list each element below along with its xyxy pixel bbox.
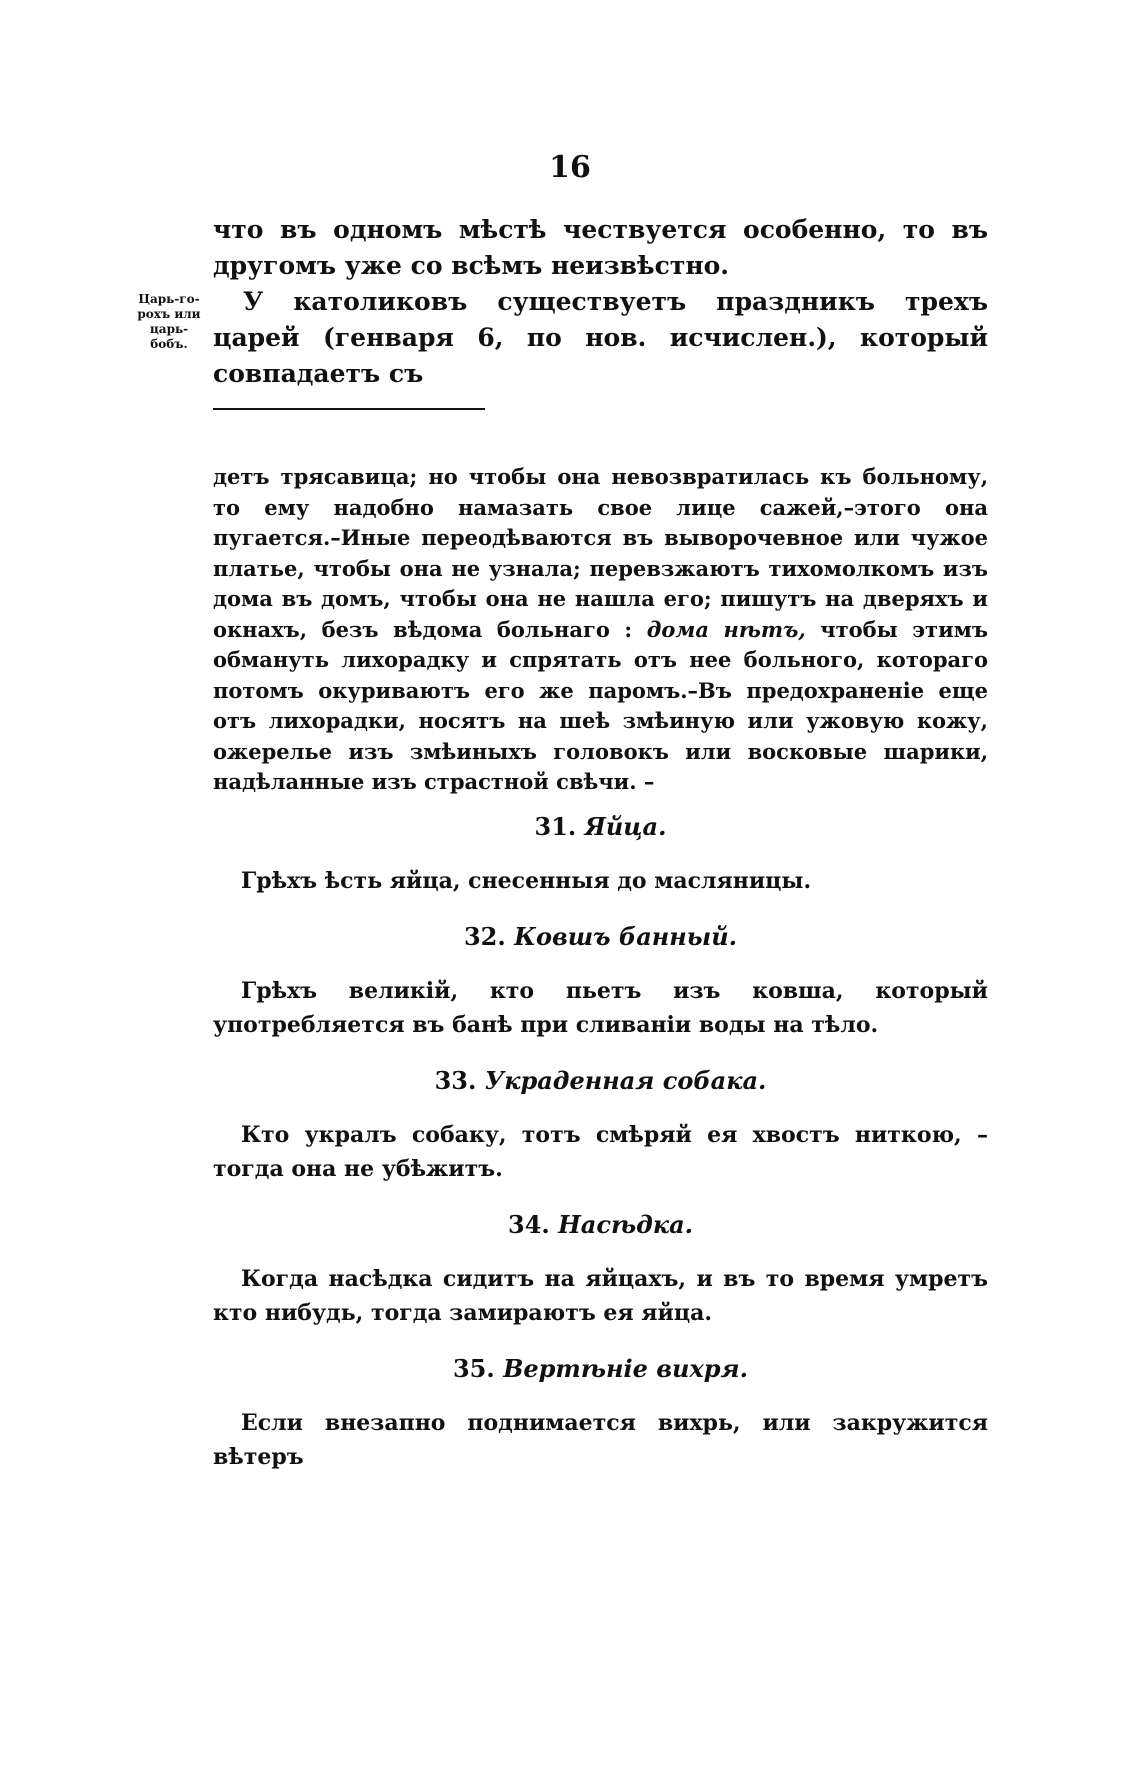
section-title [213,1208,988,1242]
section-name: Ковшъ банный. [514,922,738,951]
margin-note-line: бобъ. [150,337,188,351]
section-title [213,920,988,954]
section-34 [213,1208,988,1330]
section-text: Если внезапно поднимается вихрь, или закружится вѣтеръ [213,1410,988,1470]
margin-note-line: рохъ или [137,307,201,321]
section-name: Яйца. [584,812,667,841]
section-title [213,1064,988,1098]
sections [213,810,988,1474]
section-number: 35. [452,1354,495,1383]
footnote-text-part1: детъ трясавица; но чтобы она невозвратилась къ больному, то ему надобно намазать свое лице сажей,–этого она пугается.–Иные переодѣваются въ выворочевное или чужое платье, чтобы она не узнала; перевзжаютъ тихомолкомъ изъ дома въ домъ, чтобы она не нашла его; пишутъ на дверяхъ и окнахъ, безъ вѣдома больнаго : [213,464,988,642]
page-number: 16 [549,150,591,185]
margin-note-line: Царь-го- [138,292,200,306]
section-31 [213,810,988,898]
section-name: Насѣдка. [558,1210,693,1239]
paragraph-continued: что въ одномъ мѣстѣ чествуется особенно, то въ другомъ уже со всѣмъ неизвѣстно. [213,215,988,280]
section-number: 33. [434,1066,477,1095]
footnote-italic: дома нѣтъ, [646,616,806,642]
footnote-text-part2: чтобы этимъ обмануть лихорадку и спрятать отъ нее больного, котораго потомъ окуриваютъ его же паромъ.–Въ предохраненіе еще отъ лихорадки, носятъ на шеѣ змѣиную или ужовую кожу, ожерелье изъ змѣиныхъ головокъ или восковые шарики, надѣланные изъ страстной свѣчи. – [213,616,988,794]
section-number: 34. [508,1210,550,1239]
footnote [213,462,988,798]
section-text: Грѣхъ ѣсть яйца, снесенныя до масляницы. [241,868,812,894]
section-number: 32. [463,922,506,951]
section-title [213,810,988,844]
section-number: 31. [534,812,577,841]
footnote-text [213,462,988,798]
footnote-divider [213,408,485,410]
section-name: Украденная собака. [484,1066,767,1095]
section-text: Грѣхъ великій, кто пьетъ изъ ковша, который употребляется въ банѣ при сливаніи воды на тѣло. [213,978,988,1038]
section-33 [213,1064,988,1186]
main-text [213,212,988,392]
section-32 [213,920,988,1042]
section-name: Вертѣніе вихря. [503,1354,749,1383]
margin-note-line: царь- [149,322,189,336]
paragraph-three-kings: У католиковъ существуетъ праздникъ трехъ царей (генваря 6, по нов. исчислен.), который совпадаетъ съ [213,287,988,388]
section-text: Кто укралъ собаку, тотъ смѣряй ея хвостъ ниткою, – тогда она не убѣжитъ. [213,1122,988,1182]
section-title [213,1352,988,1386]
margin-note [132,292,206,352]
section-35 [213,1352,988,1474]
section-text: Когда насѣдка сидитъ на яйцахъ, и въ то время умретъ кто нибудь, тогда замираютъ ея яйца. [213,1266,988,1326]
